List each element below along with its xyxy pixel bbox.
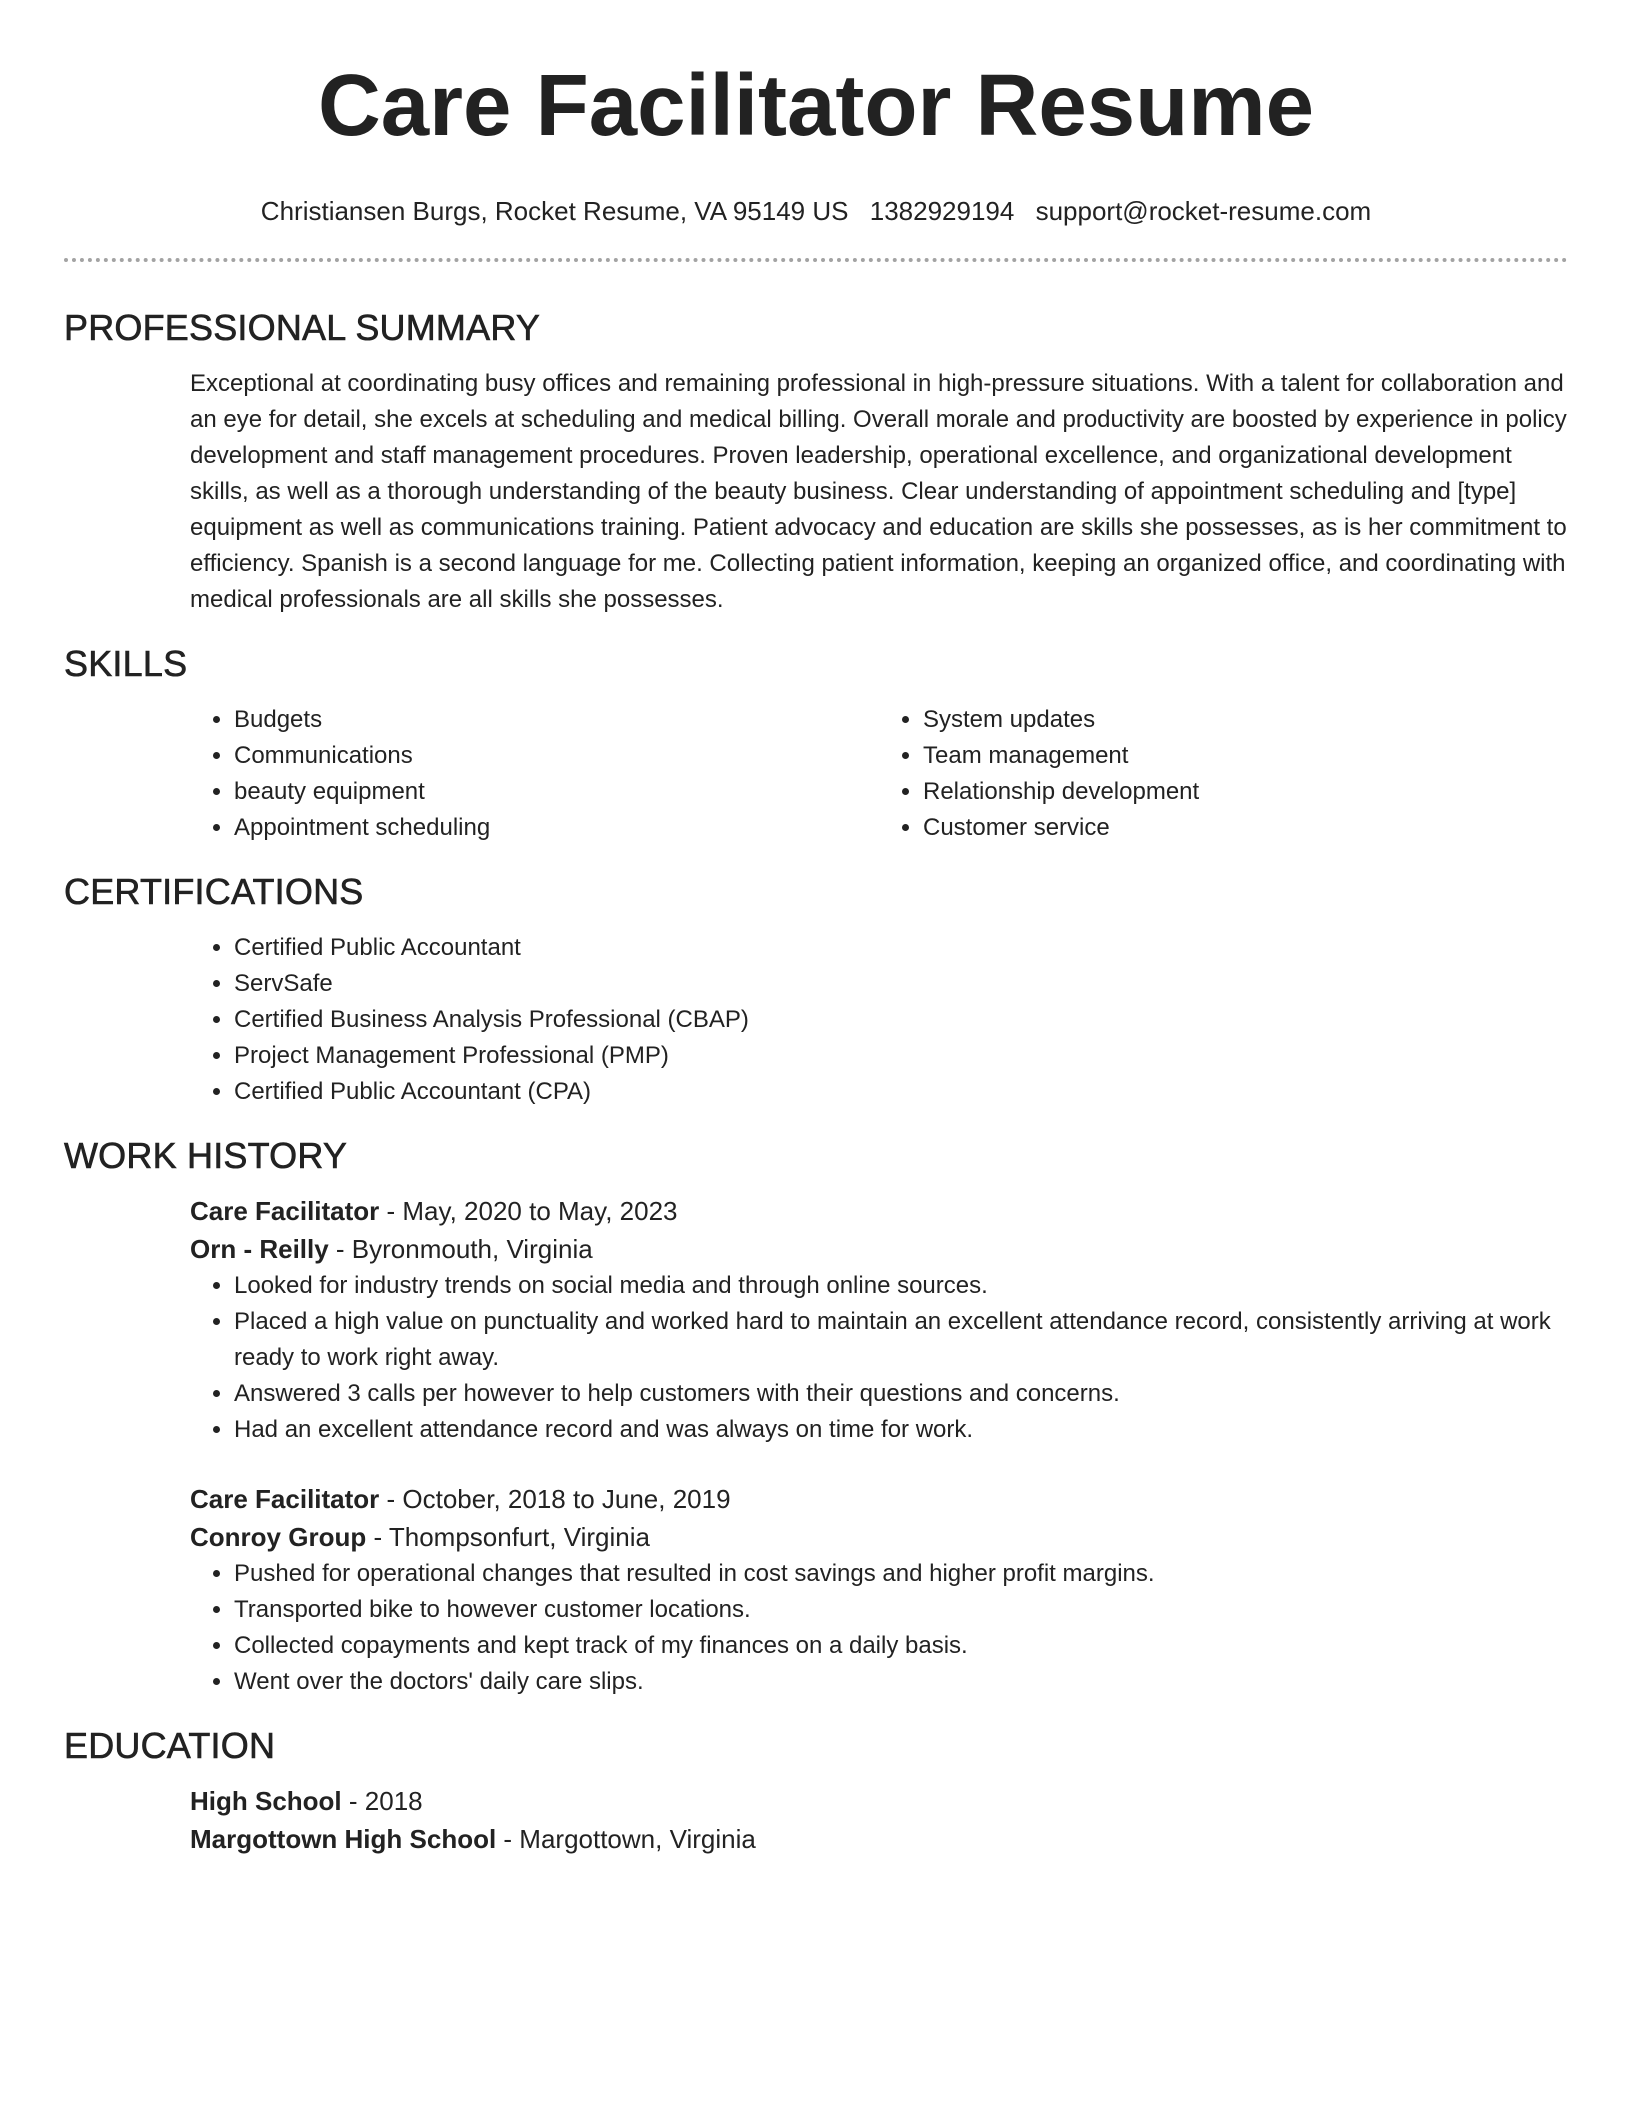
certifications-section — [64, 870, 1568, 1110]
skill-item: • System updates — [923, 702, 1568, 738]
skills-list-left — [190, 702, 879, 846]
work-heading: WORK HISTORY — [64, 1135, 348, 1176]
job-bullet: • Placed a high value on punctuality and worked hard to maintain an excellent attendance record, consistently arriving at work ready to work right away. — [234, 1304, 1568, 1376]
education-heading: EDUCATION — [64, 1725, 276, 1766]
education-degree: High School — [190, 1786, 342, 1816]
job-head — [190, 1192, 1568, 1230]
job-bullet: • Transported bike to however customer locations. — [234, 1592, 1568, 1628]
skills-section — [64, 642, 1568, 846]
education-school: Margottown High School — [190, 1824, 497, 1854]
job-dates: - May, 2020 to May, 2023 — [379, 1196, 678, 1226]
job-org — [190, 1518, 1568, 1556]
skills-heading: SKILLS — [64, 643, 188, 684]
job-location: - Thompsonfurt, Virginia — [366, 1522, 650, 1552]
skill-item: • Communications — [234, 738, 879, 774]
skill-item: • Relationship development — [923, 774, 1568, 810]
summary-heading: PROFESSIONAL SUMMARY — [64, 307, 541, 348]
skill-item: • Customer service — [923, 810, 1568, 846]
job-bullet: • Looked for industry trends on social media and through online sources. — [234, 1268, 1568, 1304]
contact-line — [64, 194, 1568, 228]
certification-item: • ServSafe — [234, 966, 1568, 1002]
job-org — [190, 1230, 1568, 1268]
job-title: Care Facilitator — [190, 1196, 380, 1226]
certifications-heading: CERTIFICATIONS — [64, 871, 364, 912]
skills-grid — [64, 702, 1568, 846]
job-bullet: • Went over the doctors' daily care slips. — [234, 1664, 1568, 1700]
skill-item: • Appointment scheduling — [234, 810, 879, 846]
contact-email: support@rocket-resume.com — [1035, 196, 1372, 226]
job-bullet: • Answered 3 calls per however to help customers with their questions and concerns. — [234, 1376, 1568, 1412]
certification-item: • Certified Public Accountant (CPA) — [234, 1074, 1568, 1110]
certifications-list — [190, 930, 1568, 1110]
job-entry — [190, 1480, 1568, 1700]
certification-item: • Certified Public Accountant — [234, 930, 1568, 966]
contact-address: Christiansen Burgs, Rocket Resume, VA 95149 US — [260, 196, 849, 226]
summary-body — [64, 366, 1568, 618]
certifications-body — [64, 930, 1568, 1110]
work-body — [64, 1192, 1568, 1700]
job-location: - Byronmouth, Virginia — [328, 1234, 593, 1264]
skill-item: • Team management — [923, 738, 1568, 774]
contact-phone: 1382929194 — [869, 196, 1015, 226]
work-section — [64, 1134, 1568, 1700]
skills-list-right — [879, 702, 1568, 846]
job-bullets — [190, 1556, 1568, 1700]
education-school-line — [190, 1820, 1568, 1858]
skill-item: • Budgets — [234, 702, 879, 738]
job-head — [190, 1480, 1568, 1518]
job-company: Orn - Reilly — [190, 1234, 329, 1264]
resume-title: Care Facilitator Resume — [317, 57, 1315, 154]
skill-item: • beauty equipment — [234, 774, 879, 810]
certification-item: • Project Management Professional (PMP) — [234, 1038, 1568, 1074]
summary-text: Exceptional at coordinating busy offices and remaining professional in high-pressure situations. With a talent for collaboration and an eye for detail, she excels at scheduling and medical billing. Overall morale and productivity are boosted by experience in policy development and staff management procedures. Proven leadership, operational excellence, and organizational development skills, as well as a thorough understanding of the beauty business. Clear understanding of appointment scheduling and [type] equipment as well as communications training. Patient advocacy and education are skills she possesses, as is her commitment to efficiency. Spanish is a second language for me. Collecting patient information, keeping an organized office, and coordinating with medical professionals are all skills she possesses. — [190, 370, 1567, 613]
education-degree-line — [190, 1782, 1568, 1820]
job-title: Care Facilitator — [190, 1484, 380, 1514]
certification-item: • Certified Business Analysis Professional (CBAP) — [234, 1002, 1568, 1038]
summary-section — [64, 306, 1568, 618]
job-bullet: • Collected copayments and kept track of my finances on a daily basis. — [234, 1628, 1568, 1664]
job-company: Conroy Group — [190, 1522, 367, 1552]
job-bullet: • Had an excellent attendance record and was always on time for work. — [234, 1412, 1568, 1448]
education-body — [64, 1782, 1568, 1858]
header-divider — [64, 258, 1568, 262]
education-location: - Margottown, Virginia — [496, 1824, 756, 1854]
job-bullet: • Pushed for operational changes that resulted in cost savings and higher profit margins. — [234, 1556, 1568, 1592]
education-section — [64, 1724, 1568, 1858]
job-entry — [190, 1192, 1568, 1448]
job-dates: - October, 2018 to June, 2019 — [379, 1484, 731, 1514]
education-year: - 2018 — [341, 1786, 423, 1816]
job-bullets — [190, 1268, 1568, 1448]
